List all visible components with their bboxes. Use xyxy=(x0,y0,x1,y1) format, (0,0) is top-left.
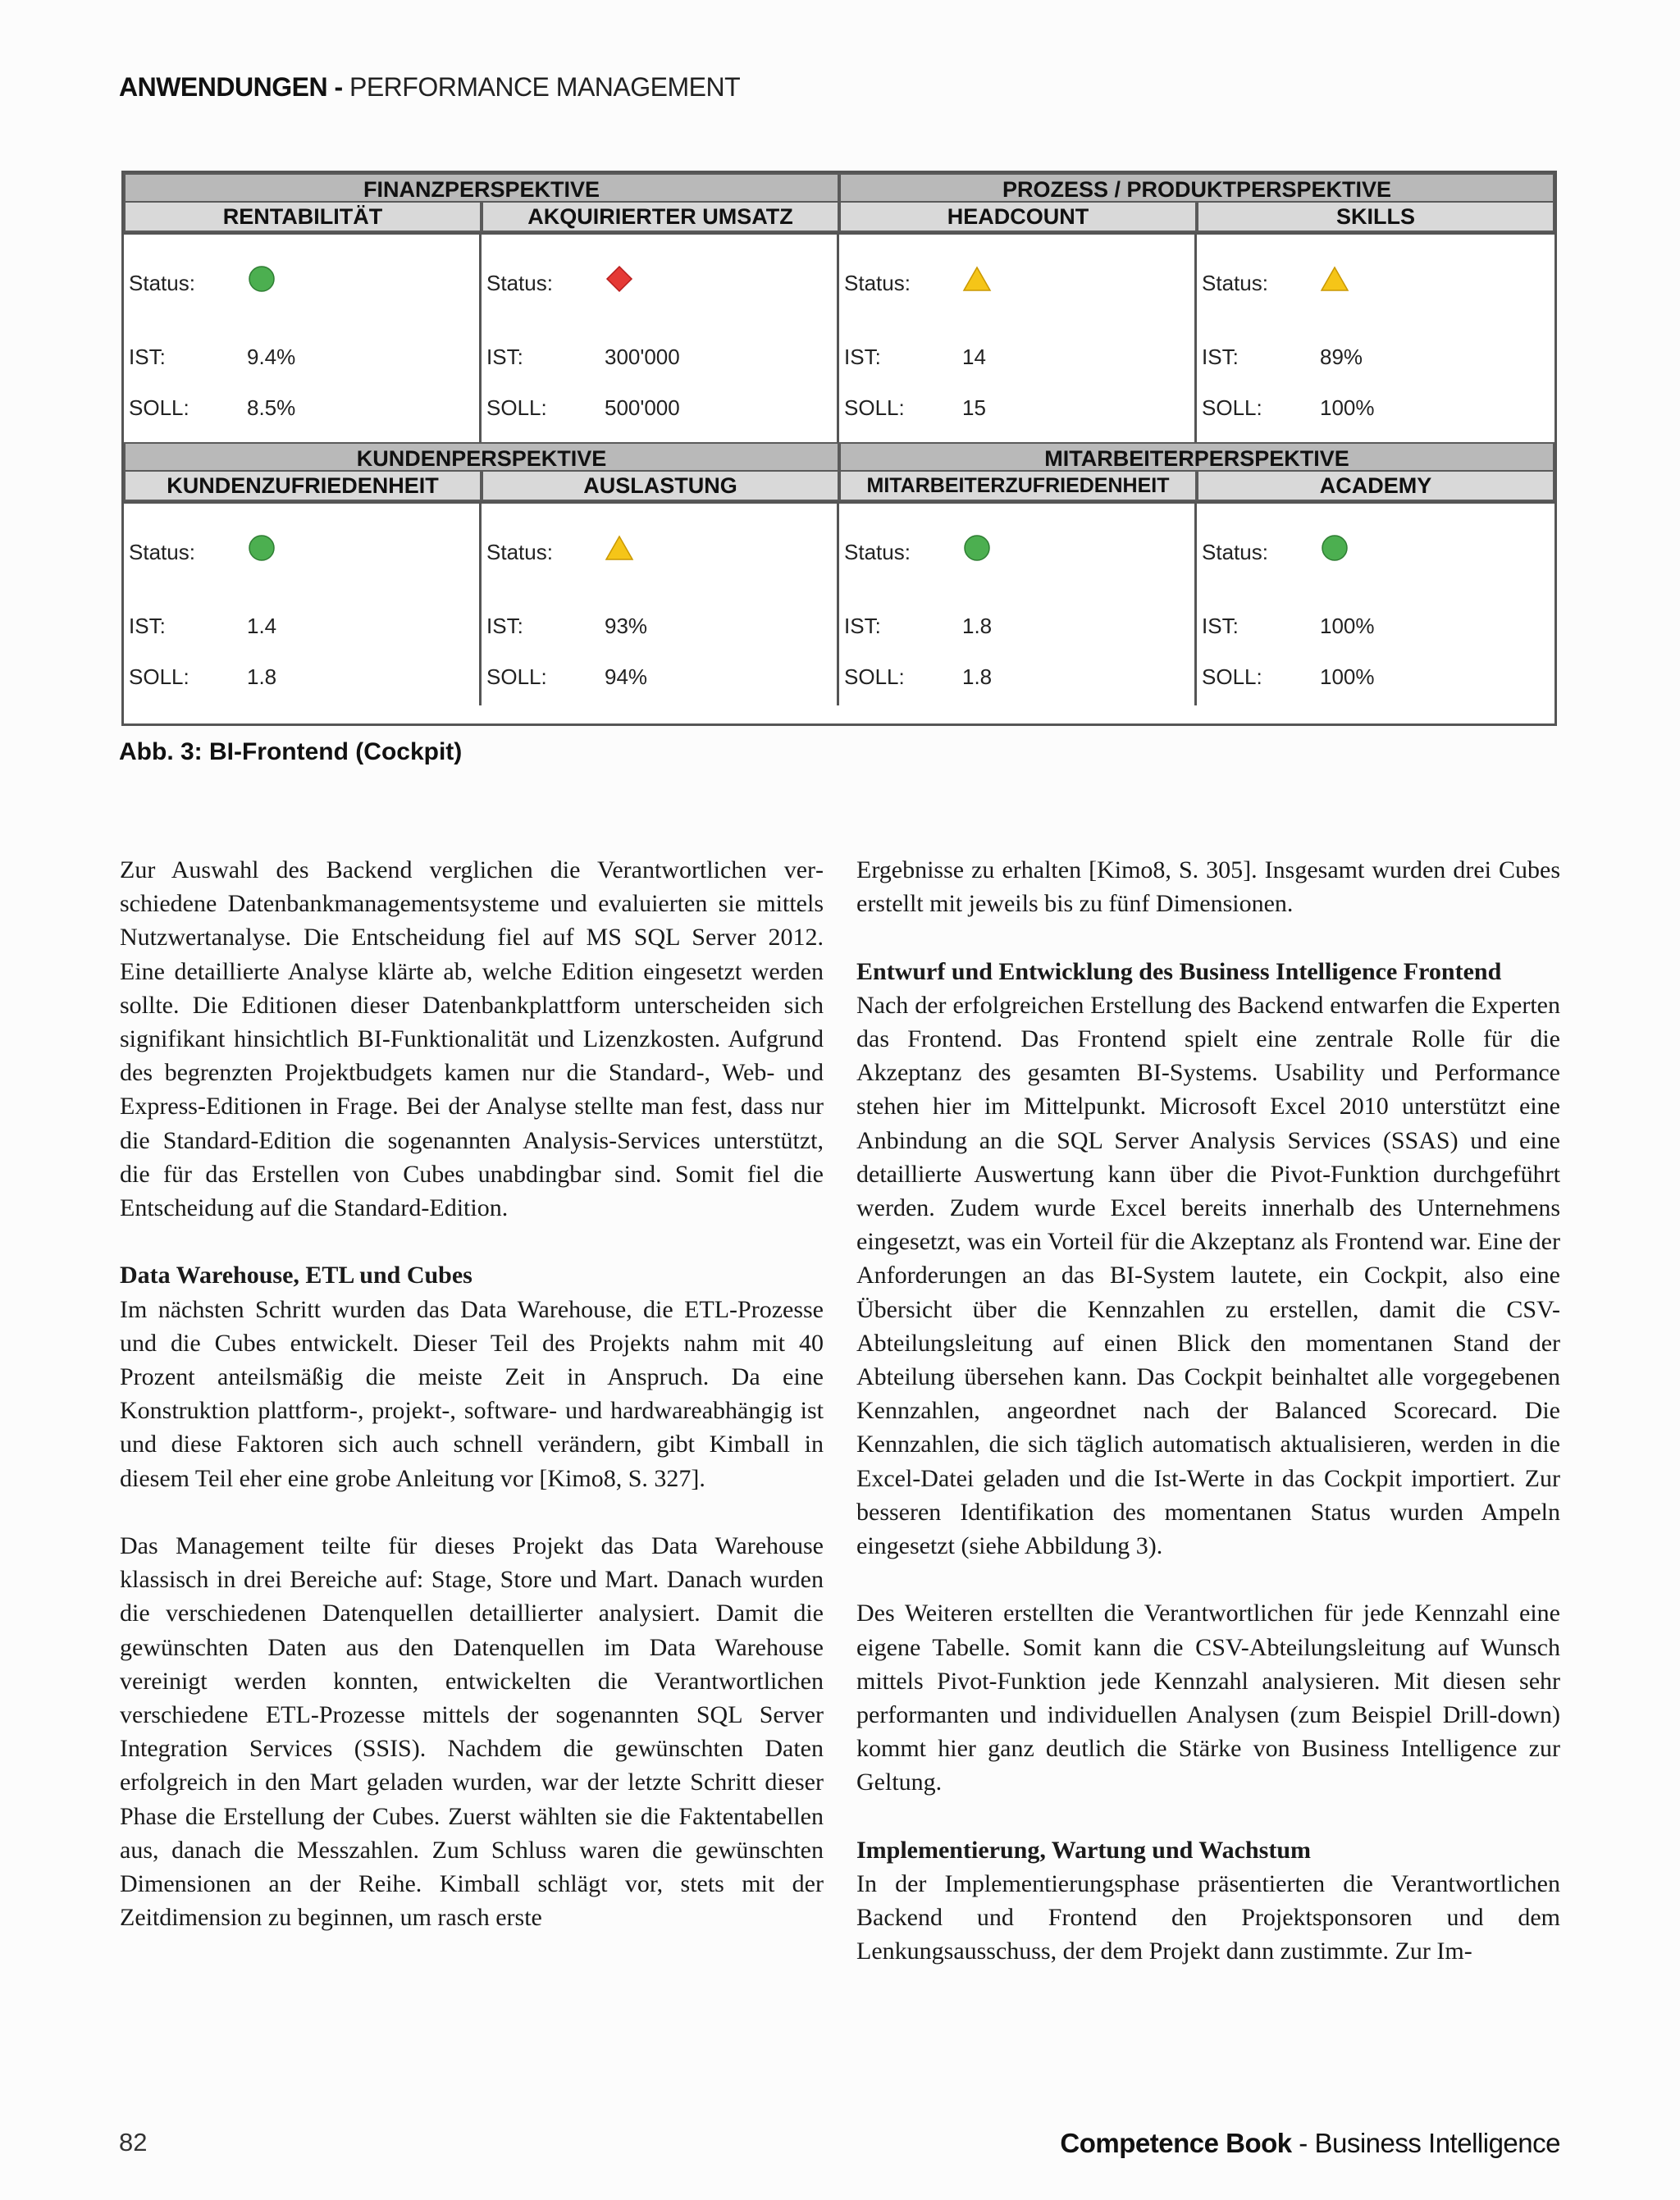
kpi-cell xyxy=(482,501,839,705)
perspective-mitarbeiter: MITARBEITERPERSPEKTIVE xyxy=(839,442,1554,472)
soll-label: SOLL: xyxy=(486,664,547,689)
ist-value: 100% xyxy=(1320,614,1375,638)
bi-cockpit-figure xyxy=(121,171,1557,726)
ist-value: 14 xyxy=(962,345,986,369)
paragraph: Des Weiteren erstellten die Verantwortlichen für jede Kennzahl eine eigene Tabelle. Somit kann die CSV-Abteilungsleitung auf Wunsch mittels Pivot-Funktion jede Kennzahl analysieren. Mit diesen sehr performanten und individuellen Analysen (zum Beispiel Drill-down) kommt hier ganz deutlich die Stärke von Business Intelligence zur Geltung. xyxy=(856,1600,1560,1796)
right-column xyxy=(856,853,1560,1969)
soll-value: 8.5% xyxy=(247,395,296,420)
kpi-cell xyxy=(1197,501,1554,705)
ist-value: 1.8 xyxy=(962,614,993,638)
soll-label: SOLL: xyxy=(1202,395,1262,420)
kpi-cell xyxy=(124,501,482,705)
section-heading: Implementierung, Wartung und Wachstum xyxy=(856,1836,1311,1864)
status-label: Status: xyxy=(129,271,195,295)
yellow-triangle-icon xyxy=(605,533,634,563)
footer-subject: Business Intelligence xyxy=(1314,2128,1560,2158)
ist-label: IST: xyxy=(844,345,881,369)
paragraph: Nach der erfolgreichen Erstellung des Backend entwarfen die Experten das Frontend. Das Frontend spielt eine zentrale Rolle für die Akzeptanz des gesamten BI-Systems. Usability und Performance stehen hier im Mittelpunkt. Microsoft Excel 2010 unterstützt eine Anbindung an die SQL Server Analysis Services (SSAS) und eine detaillierte Auswertung kann über die Pivot-Funktion durchgeführt werden. Zudem wurde Excel bereits innerhalb des Unternehmens eingesetzt, was ein Vorteil für die Akzeptanz als Frontend war. Eine der Anforderungen an das BI-System lautete, ein Cockpit, also eine Übersicht über die Kennzahlen zu erstellen, damit die CSV-Abteilungsleitung auf einen Blick den momentanen Stand der Abteilung übersehen kann. Das Cockpit beinhaltet alle vorgegebenen Kennzahlen, angeordnet nach der Balanced Scorecard. Die Kennzahlen, die sich täglich automatisch aktualisieren, werden in die Excel-Datei geladen und die Ist-Werte in das Cockpit importiert. Zur besseren Identifikation des momentanen Status wurden Ampeln eingesetzt (siehe Abbildung 3). xyxy=(856,991,1560,1560)
status-label: Status: xyxy=(844,271,911,295)
ist-label: IST: xyxy=(844,614,881,638)
green-circle-icon xyxy=(962,533,992,563)
kpi-cell xyxy=(124,232,482,442)
ist-label: IST: xyxy=(486,614,523,638)
section-heading: Data Warehouse, ETL und Cubes xyxy=(120,1262,472,1289)
paragraph: In der Implementierungsphase präsentierten die Verantwortlichen Backend und Frontend den Projektsponsoren und dem Lenkungsausschuss, der dem Projekt dann zustimmte. Zur Im- xyxy=(856,1870,1560,1965)
soll-value: 500'000 xyxy=(605,395,680,420)
perspective-kunden: KUNDENPERSPEKTIVE xyxy=(124,442,839,472)
kpi-head-umsatz: AKQUIRIERTER UMSATZ xyxy=(482,203,839,232)
yellow-triangle-icon xyxy=(962,264,992,294)
section-heading: Entwurf und Entwicklung des Business Intelligence Frontend xyxy=(856,957,1502,985)
left-column xyxy=(120,853,824,1934)
ist-value: 89% xyxy=(1320,345,1363,369)
ist-label: IST: xyxy=(129,614,166,638)
soll-value: 94% xyxy=(605,664,648,689)
soll-value: 1.8 xyxy=(962,664,993,689)
status-label: Status: xyxy=(1202,271,1268,295)
footer-separator: - xyxy=(1291,2128,1315,2158)
header-topic: PERFORMANCE MANAGEMENT xyxy=(349,72,741,102)
soll-label: SOLL: xyxy=(844,664,905,689)
ist-label: IST: xyxy=(129,345,166,369)
kpi-head-skills: SKILLS xyxy=(1197,203,1554,232)
footer-book: Competence Book xyxy=(1060,2128,1292,2158)
kpi-cell xyxy=(482,232,839,442)
soll-label: SOLL: xyxy=(844,395,905,420)
red-diamond-icon xyxy=(605,264,634,294)
soll-value: 1.8 xyxy=(247,664,277,689)
ist-value: 1.4 xyxy=(247,614,277,638)
green-circle-icon xyxy=(247,264,276,294)
status-label: Status: xyxy=(486,540,553,564)
paragraph: Ergebnisse zu erhalten [Kimo8, S. 305]. Insgesamt wurden drei Cubes erstellt mit jeweils bis zu fünf Dimensionen. xyxy=(856,856,1560,918)
soll-value: 100% xyxy=(1320,664,1375,689)
soll-label: SOLL: xyxy=(486,395,547,420)
running-footer xyxy=(1060,2128,1560,2159)
soll-value: 15 xyxy=(962,395,986,420)
kpi-cell xyxy=(1197,232,1554,442)
status-label: Status: xyxy=(1202,540,1268,564)
paragraph: Im nächsten Schritt wurden das Data Warehouse, die ETL-Prozesse und die Cubes entwickelt. Dieser Teil des Projekts nahm mit 40 Prozent anteilsmäßig die meiste Zeit in Anspruch. Da eine Konstruktion plattform-, projekt-, software- und hardwareabhängig ist und diese Faktoren sich auch schnell verändern, gibt Kimball in diesem Teil eher eine grobe Anleitung vor [Kimo8, S. 327]. xyxy=(120,1295,824,1492)
status-label: Status: xyxy=(844,540,911,564)
green-circle-icon xyxy=(247,533,276,563)
kpi-cell xyxy=(839,232,1197,442)
status-label: Status: xyxy=(129,540,195,564)
kpi-cell xyxy=(839,501,1197,705)
status-label: Status: xyxy=(486,271,553,295)
kpi-head-kundenzufriedenheit: KUNDENZUFRIEDENHEIT xyxy=(124,472,482,501)
soll-value: 100% xyxy=(1320,395,1375,420)
kpi-head-mitarbeiterzufriedenheit: MITARBEITERZUFRIEDENHEIT xyxy=(839,472,1197,501)
ist-label: IST: xyxy=(486,345,523,369)
soll-label: SOLL: xyxy=(129,395,189,420)
ist-label: IST: xyxy=(1202,614,1239,638)
paragraph: Zur Auswahl des Backend verglichen die Verantwortlichen verschiedene Datenbankmanagementsysteme und evaluierten sie mittels Nutzwertanalyse. Die Entscheidung fiel auf MS SQL Server 2012. Eine detaillierte Analyse klärte ab, welche Edition eingesetzt werden sollte. Die Editionen dieser Datenbankplattform unterscheiden sich signifikant hinsichtlich BI-Funktionalität und Lizenzkosten. Aufgrund des begrenzten Projektbudgets kamen nur die Standard-, Web- und Express-Editionen in Frage. Bei der Analyse stellte man fest, dass nur die Standard-Edition die sogenannten Analysis-Services unterstützt, die für das Erstellen von Cubes unabdingbar sind. Somit fiel die Entscheidung auf die Standard-Edition. xyxy=(120,856,824,1222)
yellow-triangle-icon xyxy=(1320,264,1349,294)
running-header xyxy=(119,72,740,103)
ist-label: IST: xyxy=(1202,345,1239,369)
kpi-head-academy: ACADEMY xyxy=(1197,472,1554,501)
kpi-head-auslastung: AUSLASTUNG xyxy=(482,472,839,501)
soll-label: SOLL: xyxy=(1202,664,1262,689)
cockpit-band-2 xyxy=(124,442,1554,705)
perspective-prozess: PROZESS / PRODUKTPERSPEKTIVE xyxy=(839,173,1554,203)
page-number: 82 xyxy=(119,2128,148,2157)
header-section: ANWENDUNGEN xyxy=(119,72,328,102)
kpi-head-headcount: HEADCOUNT xyxy=(839,203,1197,232)
ist-value: 9.4% xyxy=(247,345,296,369)
header-separator: - xyxy=(327,72,349,102)
ist-value: 93% xyxy=(605,614,648,638)
figure-caption: Abb. 3: BI-Frontend (Cockpit) xyxy=(119,738,463,765)
cockpit-band-1 xyxy=(124,173,1554,442)
perspective-finanz: FINANZPERSPEKTIVE xyxy=(124,173,839,203)
paragraph: Das Management teilte für dieses Projekt das Data Warehouse klassisch in drei Bereiche auf: Stage, Store und Mart. Danach wurden die verschiedenen Datenquellen detaillierter analysiert. Damit die gewünschten Daten aus den Datenquellen im Data Warehouse vereinigt werden konnten, entwickelten die Verantwortlichen verschiedene ETL-Prozesse mittels der sogenannten SQL Server Integration Services (SSIS). Nachdem die gewünschten Daten erfolgreich in den Mart geladen wurden, war der letzte Schritt dieser Phase die Erstellung der Cubes. Zuerst wählten sie die Faktentabellen aus, danach die Messzahlen. Zum Schluss waren die gewünschten Dimensionen an der Reihe. Kimball schlägt vor, stets mit der Zeitdimension zu beginnen, um rasch erste xyxy=(120,1532,824,1932)
kpi-head-rentabilitaet: RENTABILITÄT xyxy=(124,203,482,232)
green-circle-icon xyxy=(1320,533,1349,563)
ist-value: 300'000 xyxy=(605,345,680,369)
soll-label: SOLL: xyxy=(129,664,189,689)
